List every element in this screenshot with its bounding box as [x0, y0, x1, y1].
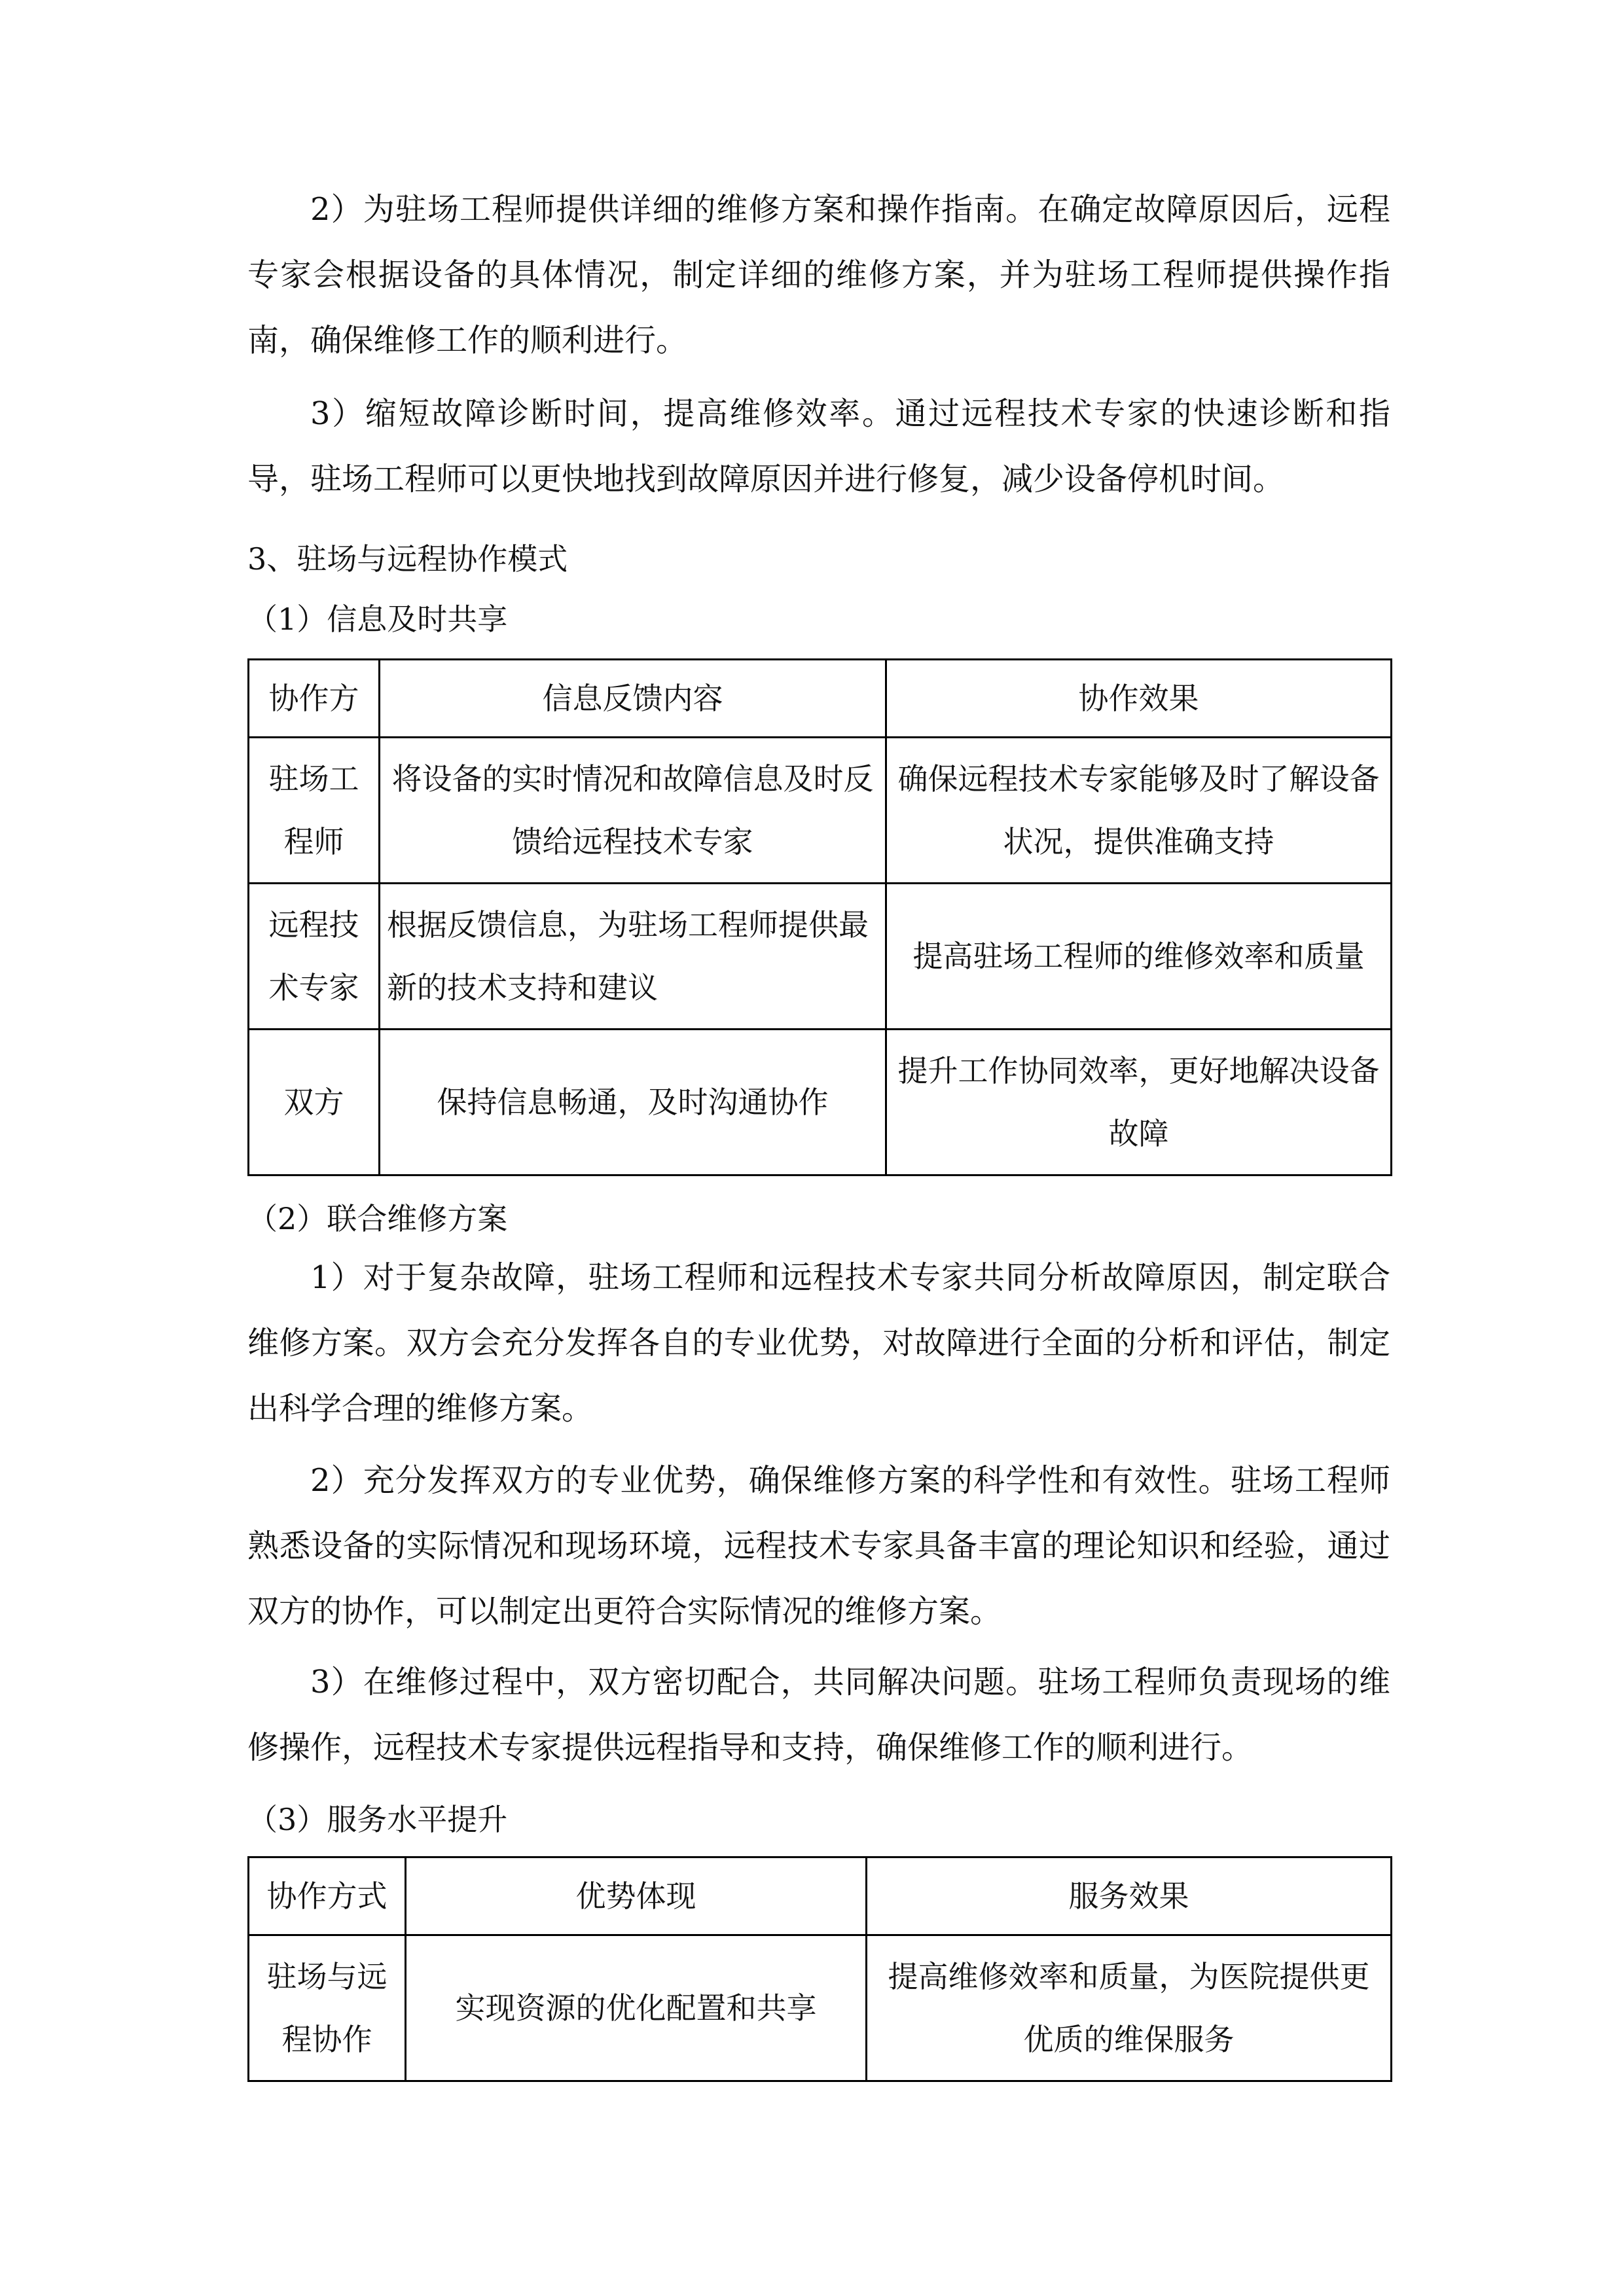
table-header-row: [249, 660, 1392, 738]
service-level-table: [247, 1856, 1392, 2082]
table-header-row: [249, 1857, 1392, 1935]
table-cell: 提高维修效率和质量，为医院提供更优质的维保服务: [867, 1935, 1392, 2081]
table-cell: 远程技术专家: [249, 884, 380, 1030]
section-title-collaboration-mode: 3、驻场与远程协作模式: [247, 541, 568, 577]
table-row: [249, 1030, 1392, 1175]
table-cell: 驻场与远程协作: [249, 1935, 406, 2081]
table-header-cell: 信息反馈内容: [380, 660, 886, 738]
table-cell: 保持信息畅通，及时沟通协作: [380, 1030, 886, 1175]
table-cell: 将设备的实时情况和故障信息及时反馈给远程技术专家: [380, 738, 886, 884]
table-cell: 双方: [249, 1030, 380, 1175]
table-header-cell: 协作方: [249, 660, 380, 738]
table-cell: 根据反馈信息，为驻场工程师提供最新的技术支持和建议: [380, 884, 886, 1030]
table-cell: 提升工作协同效率，更好地解决设备故障: [886, 1030, 1392, 1175]
paragraph-shorten-diagnosis: 3）缩短故障诊断时间，提高维修效率。通过远程技术专家的快速诊断和指导，驻场工程师可以更快地找到故障原因并进行修复，减少设备停机时间。: [247, 395, 1390, 497]
paragraph-joint-analysis: 1）对于复杂故障，驻场工程师和远程技术专家共同分析故障原因，制定联合维修方案。双方会充分发挥各自的专业优势，对故障进行全面的分析和评估，制定出科学合理的维修方案。: [247, 1259, 1390, 1427]
subsection-title-info-sharing: （1）信息及时共享: [247, 601, 508, 637]
table-cell: 实现资源的优化配置和共享: [406, 1935, 867, 2081]
subsection-title-service-level: （3）服务水平提升: [247, 1802, 508, 1837]
table-row: [249, 884, 1392, 1030]
table-cell: 提高驻场工程师的维修效率和质量: [886, 884, 1392, 1030]
paragraph-close-cooperation: 3）在维修过程中，双方密切配合，共同解决问题。驻场工程师负责现场的维修操作，远程技术专家提供远程指导和支持，确保维修工作的顺利进行。: [247, 1664, 1390, 1766]
paragraph-remote-plan: 2）为驻场工程师提供详细的维修方案和操作指南。在确定故障原因后，远程专家会根据设备的具体情况，制定详细的维修方案，并为驻场工程师提供操作指南，确保维修工作的顺利进行。: [247, 191, 1390, 359]
table-row: [249, 738, 1392, 884]
table-cell: 驻场工程师: [249, 738, 380, 884]
info-sharing-table: [247, 658, 1392, 1176]
table-cell: 确保远程技术专家能够及时了解设备状况，提供准确支持: [886, 738, 1392, 884]
table-header-cell: 优势体现: [406, 1857, 867, 1935]
table-header-cell: 协作效果: [886, 660, 1392, 738]
paragraph-professional-advantages: 2）充分发挥双方的专业优势，确保维修方案的科学性和有效性。驻场工程师熟悉设备的实际情况和现场环境，远程技术专家具备丰富的理论知识和经验，通过双方的协作，可以制定出更符合实际情况的维修方案。: [247, 1462, 1390, 1630]
table-header-cell: 协作方式: [249, 1857, 406, 1935]
subsection-title-joint-repair: （2）联合维修方案: [247, 1201, 508, 1236]
table-row: [249, 1935, 1392, 2081]
table-header-cell: 服务效果: [867, 1857, 1392, 1935]
